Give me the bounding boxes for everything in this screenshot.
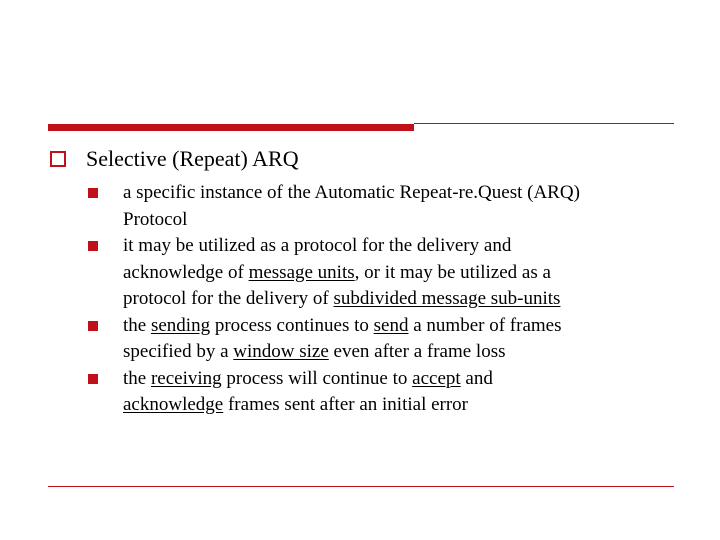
filled-square-icon (88, 374, 98, 384)
bullet-line (123, 313, 668, 340)
bullet-text: Protocol (123, 208, 188, 230)
underlined-term: accept (412, 367, 461, 389)
bullet-text: a specific instance of the Automatic Repeat-re.Quest (ARQ) (123, 182, 580, 203)
bullet-text: the (123, 367, 151, 389)
slide-heading (50, 145, 299, 173)
bullet-item (88, 233, 668, 313)
title-rule-thin (414, 123, 674, 124)
bullet-line (123, 392, 668, 419)
bullet-line (123, 339, 668, 366)
bullet-line (123, 233, 668, 260)
underlined-term: subdivided message sub-units (333, 288, 561, 309)
underlined-term: send (373, 314, 409, 336)
underlined-term: sending (150, 314, 211, 336)
bullet-text: protocol for the delivery of (123, 288, 334, 309)
bullet-text: frames sent after an initial error (223, 394, 469, 415)
bullet-line (123, 286, 668, 313)
bullet-line (123, 260, 668, 287)
underlined-term: message units (248, 261, 355, 283)
bullet-text: the (123, 314, 151, 336)
bullet-line (123, 180, 668, 207)
bullet-text: process continues to (210, 314, 374, 336)
bullet-text: even after a frame loss (328, 341, 506, 362)
bullet-list (88, 180, 668, 419)
filled-square-icon (88, 241, 98, 251)
bullet-text: and (460, 367, 493, 389)
bullet-line (123, 207, 668, 234)
bullet-text: specified by a (123, 341, 234, 362)
hollow-square-icon (50, 151, 66, 167)
bullet-text: process will continue to (221, 367, 413, 389)
underlined-term: acknowledge (123, 394, 224, 415)
bullet-text: it may be utilized as a protocol for the delivery and (123, 235, 512, 256)
footer-rule (48, 486, 674, 487)
bullet-text: , or it may be utilized as a (354, 261, 551, 283)
filled-square-icon (88, 188, 98, 198)
heading-text: Selective (Repeat) ARQ (86, 146, 299, 171)
underlined-term: window size (233, 341, 329, 362)
bullet-text: acknowledge of (123, 261, 249, 283)
bullet-item (88, 313, 668, 366)
filled-square-icon (88, 321, 98, 331)
bullet-item (88, 366, 668, 419)
underlined-term: receiving (150, 367, 222, 389)
bullet-line (123, 366, 668, 393)
bullet-item (88, 180, 668, 233)
title-rule-thick (48, 124, 414, 131)
bullet-text: a number of frames (408, 314, 562, 336)
